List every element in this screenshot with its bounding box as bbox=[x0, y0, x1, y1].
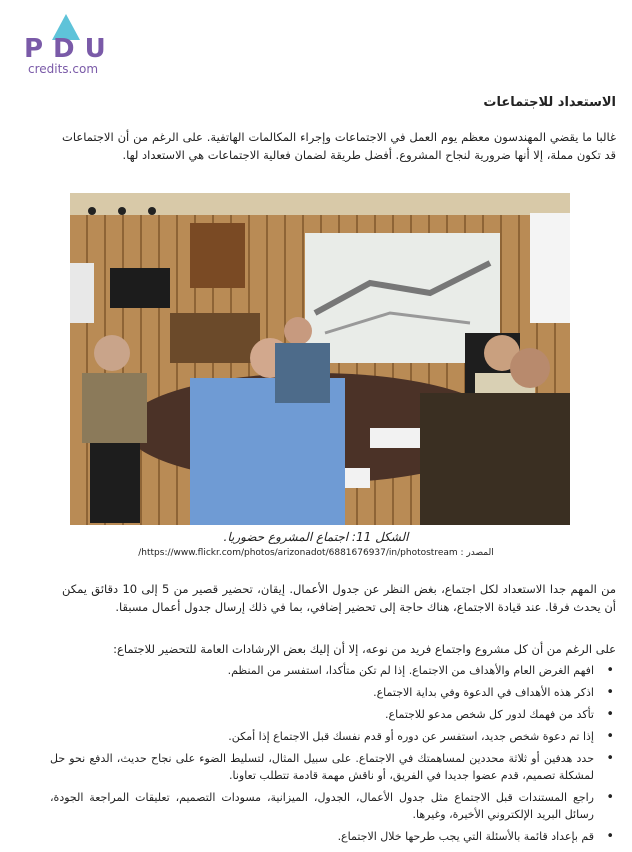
source-link[interactable]: https://www.flickr.com/photos/arizonadot/6881676937/in/photostream/ bbox=[138, 548, 458, 558]
meeting-photo-illustration bbox=[70, 193, 570, 525]
document-title: الاستعداد للاجتماعات bbox=[483, 95, 616, 110]
list-item: • إذا تم دعوة شخص جديد، استفسر عن دوره أو قدم نفسك قبل الاجتماع إذا أمكن. bbox=[50, 728, 616, 745]
logo-subtext: credits.com bbox=[28, 62, 99, 76]
figure-source bbox=[120, 548, 512, 558]
list-item: • اذكر هذه الأهداف في الدعوة وفي بداية الاجتماع. bbox=[50, 684, 616, 701]
guidelines-intro: على الرغم من أن كل مشروع واجتماع فريد من نوعه، إلا أن إليك بعض الإرشادات العامة للتحضير للاجتماع: bbox=[113, 642, 616, 656]
figure-caption: الشكل 11: اجتماع المشروع حضوريا. bbox=[223, 530, 409, 544]
guidelines-list bbox=[50, 662, 616, 850]
list-item: • تأكد من فهمك لدور كل شخص مدعو للاجتماع. bbox=[50, 706, 616, 723]
pdu-credits-logo bbox=[22, 14, 116, 76]
list-item: • افهم الغرض العام والأهداف من الاجتماع. إذا لم تكن متأكدا، استفسر من المنظم. bbox=[50, 662, 616, 679]
list-item: • راجع المستندات قبل الاجتماع مثل جدول الأعمال، الجدول، الميزانية، مسودات التصميم، تعليقات المراجعة الجودة، رسائل البريد الإلكتروني الأخيرة، وغيرها. bbox=[50, 789, 616, 823]
preparation-paragraph: من المهم جدا الاستعداد لكل اجتماع، بغض النظر عن جدول الأعمال. إيقان، تحضير قصير من 5 إلى 10 دقائق يمكن أن يحدث فرقا. عند قيادة الاجتماع، هناك حاجة إلى تحضير إضافي، بما في ذلك إرسال جدول أعمال مسبقا. bbox=[62, 582, 616, 614]
list-item: • حدد هدفين أو ثلاثة محددين لمساهمتك في الاجتماع. على سبيل المثال، لتسليط الضوء على نجاح حديث، الدفع نحو حل لمشكلة تصميم، قدم عضوا جديدا في الفريق، أو ناقش مهمة قادمة تتطلب تعاونا. bbox=[50, 750, 616, 784]
meeting-photo bbox=[70, 193, 570, 525]
intro-paragraph: غالبا ما يقضي المهندسون معظم يوم العمل في الاجتماعات وإجراء المكالمات الهاتفية. على الرغم من أن الاجتماعات قد تكون مملة، إلا أنها ضرورية لنجاح المشروع. أفضل طريقة لضمان فعالية الاجتماعات هي الاستعداد لها. bbox=[62, 130, 616, 162]
list-item: • قم بإعداد قائمة بالأسئلة التي يجب طرحها خلال الاجتماع. bbox=[50, 828, 616, 845]
source-label: المصدر : bbox=[460, 548, 494, 558]
logo-letters: PDU bbox=[24, 34, 116, 64]
